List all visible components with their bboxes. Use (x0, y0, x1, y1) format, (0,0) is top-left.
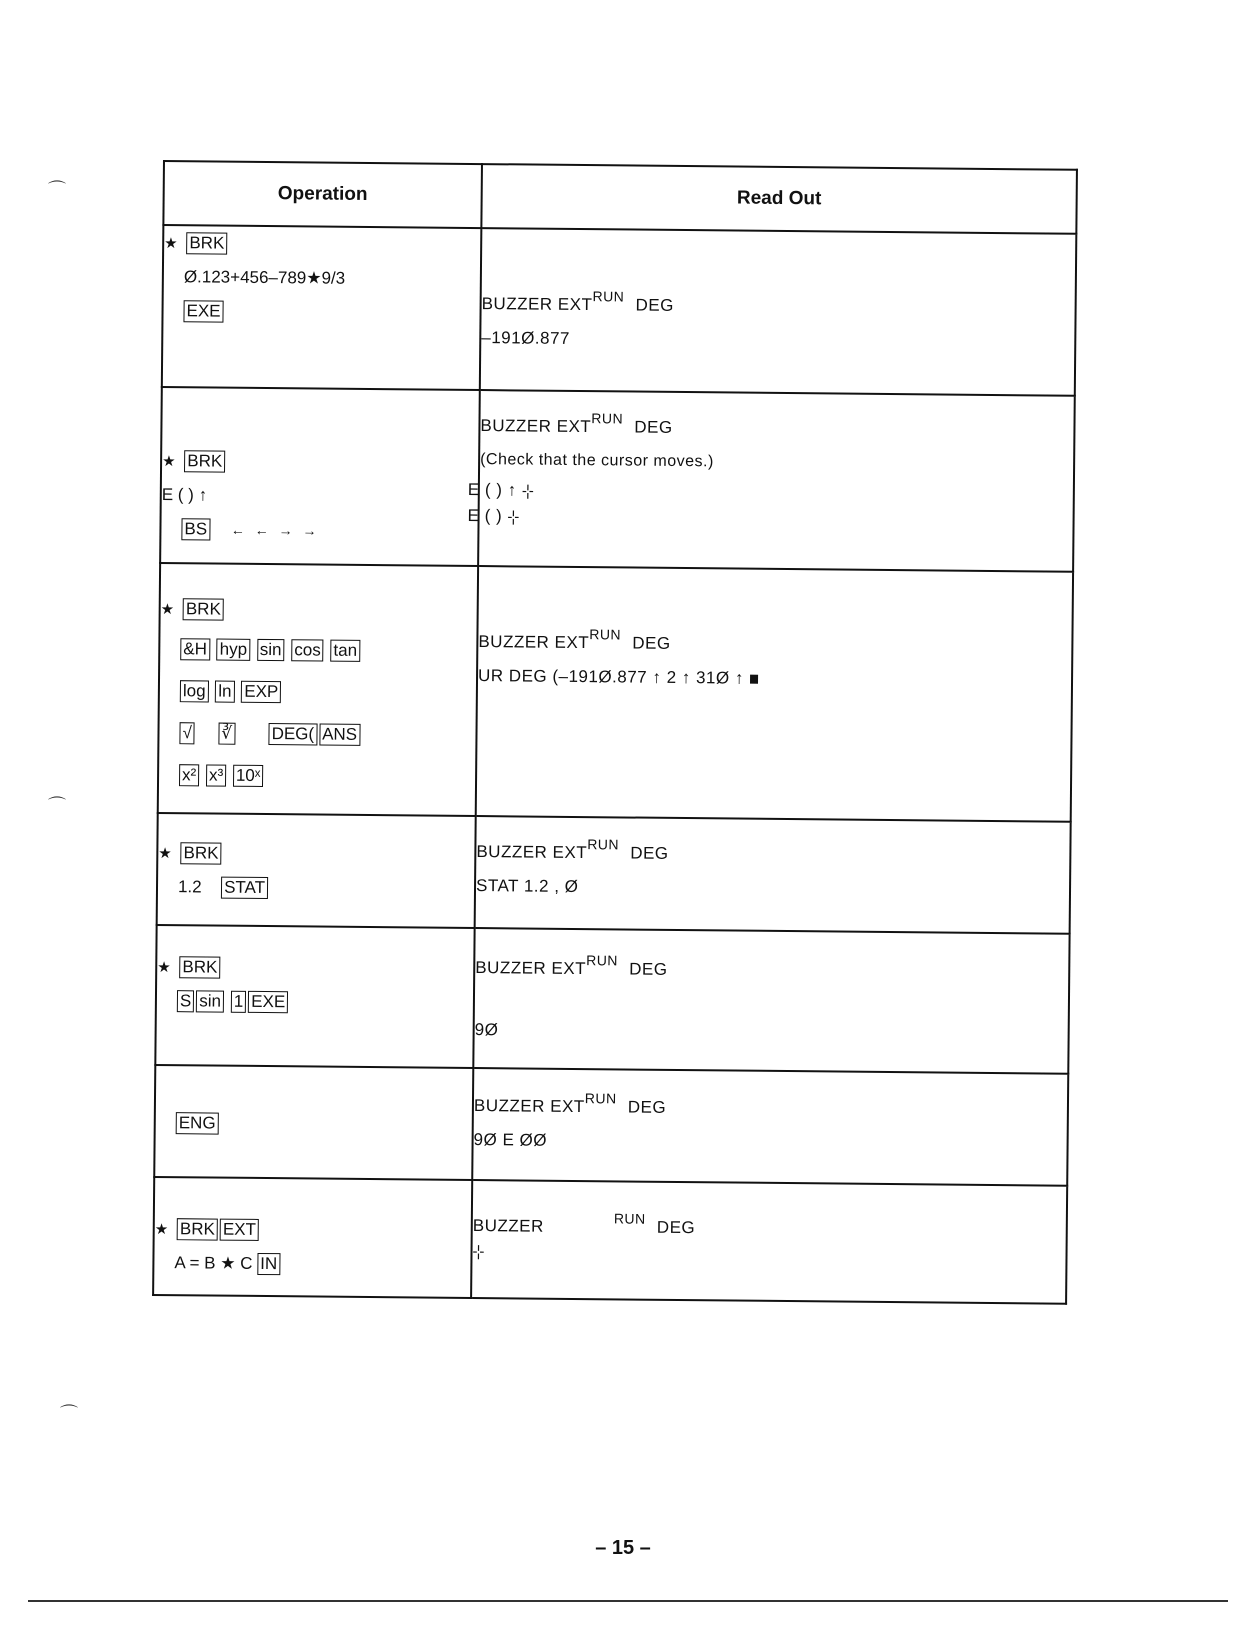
operation-expression: Ø.123+456–789★9/3 (183, 267, 346, 288)
cursor-blink-icon: -¦- (507, 508, 519, 526)
key-sin: sin (257, 639, 285, 661)
operation-line (158, 870, 474, 907)
key-sqrt: √ (179, 722, 195, 744)
operation-line (155, 1212, 471, 1249)
deg-indicator: DEG (629, 959, 668, 979)
deg-indicator: DEG (635, 295, 674, 315)
margin-mark: ⌒ (48, 180, 66, 200)
operation-cell (158, 563, 478, 816)
display-status-line (475, 951, 1068, 991)
key-square: x² (179, 764, 199, 786)
star-icon: ★ (158, 844, 172, 863)
key-tan: tan (330, 640, 360, 662)
cursor-blink-icon: -¦- (521, 482, 533, 500)
key-s: S (177, 990, 195, 1012)
operation-line (161, 512, 477, 549)
deg-indicator: DEG (630, 843, 669, 863)
margin-mark: ⌒ (48, 796, 66, 816)
operation-cell (162, 225, 482, 390)
table-row (154, 1065, 1068, 1186)
display-status-line (481, 287, 1074, 327)
header-read-out: Read Out (481, 164, 1077, 234)
operation-expression: 1.2 (177, 877, 202, 897)
status-text: BUZZER EXT (478, 632, 590, 653)
display-text: E ( ) (467, 505, 503, 526)
display-line (467, 503, 1072, 535)
key-ten-power: 10ˣ (233, 765, 264, 787)
key-brk: BRK (184, 450, 225, 472)
key-exe: EXE (183, 300, 223, 322)
run-indicator: RUN (587, 836, 620, 853)
display-text: E ( ) ↑ (467, 479, 517, 500)
page-number: – 15 – (595, 1537, 651, 1559)
operation-cell (153, 1177, 472, 1298)
table-header-row (163, 161, 1077, 234)
key-stat: STAT (221, 877, 268, 899)
key-deg: DEG( (269, 723, 318, 745)
read-out-cell (480, 228, 1077, 396)
operation-line (156, 1106, 472, 1143)
table-row (153, 1177, 1067, 1304)
star-icon: ★ (162, 453, 176, 471)
operation-line (162, 444, 478, 481)
cursor-block-icon (750, 675, 758, 684)
status-text: BUZZER EXT (475, 958, 587, 979)
display-line (478, 659, 1071, 699)
star-icon: ★ (157, 958, 171, 977)
key-brk: BRK (186, 232, 227, 254)
read-out-cell (472, 1068, 1068, 1186)
deg-indicator: DEG (634, 417, 673, 437)
status-text: BUZZER (472, 1216, 544, 1236)
key-exe: EXE (248, 991, 288, 1013)
deg-indicator: DEG (627, 1097, 667, 1117)
table-row (155, 925, 1069, 1074)
operation-keys-line (157, 984, 473, 1021)
status-text: BUZZER EXT (480, 416, 592, 437)
display-value: –191Ø.877 (481, 328, 571, 348)
operation-expression: E ( ) ↑ (161, 485, 208, 505)
key-brk: BRK (180, 842, 221, 864)
run-indicator: RUN (586, 952, 619, 969)
status-text: BUZZER EXT (473, 1096, 585, 1117)
footer-rule (28, 1600, 1228, 1602)
display-value: 9Ø E ØØ (473, 1130, 548, 1150)
key-in: IN (257, 1253, 280, 1275)
read-out-cell (467, 390, 1075, 572)
display-value: 9Ø (474, 1020, 499, 1040)
operation-line (163, 294, 479, 331)
operation-keys-line (160, 632, 476, 677)
read-out-cell (476, 566, 1073, 822)
operation-keys-line (159, 758, 475, 803)
cursor-arrows: ← ← → → (230, 521, 320, 539)
key-hex: &H (180, 638, 210, 660)
read-out-cell (475, 816, 1071, 934)
key-brk: BRK (183, 598, 224, 620)
display-value: STAT 1.2 , Ø (475, 876, 579, 897)
operation-keys-line (160, 674, 476, 719)
display-status-line (480, 409, 1073, 449)
key-1: 1 (231, 991, 247, 1013)
table-row (162, 225, 1077, 396)
operation-line (158, 836, 474, 873)
operation-cell (155, 925, 474, 1068)
table-row (158, 563, 1073, 822)
display-status-line (474, 1089, 1067, 1129)
key-eng: ENG (176, 1112, 219, 1134)
key-cube: x³ (206, 764, 226, 786)
display-note: (Check that the cursor moves.) (480, 451, 714, 471)
read-out-cell (473, 928, 1069, 1074)
display-status-line (478, 625, 1071, 665)
operation-keys-line (159, 716, 475, 761)
key-exp: EXP (241, 681, 281, 703)
table-row (160, 387, 1075, 572)
run-indicator: RUN (584, 1090, 617, 1107)
key-hyp: hyp (217, 639, 251, 661)
operation-cell (154, 1065, 473, 1180)
read-out-cell (471, 1180, 1067, 1304)
operation-table (152, 160, 1078, 1305)
key-bs: BS (181, 518, 210, 540)
header-operation: Operation (163, 161, 482, 228)
run-indicator: RUN (592, 288, 625, 305)
display-value: UR DEG (–191Ø.877 ↑ 2 ↑ 31Ø ↑ (477, 666, 744, 688)
operation-line (160, 592, 476, 635)
key-brk: BRK (179, 956, 220, 978)
operation-line (154, 1246, 470, 1283)
operation-line (157, 950, 473, 987)
star-icon: ★ (154, 1220, 169, 1239)
status-text: BUZZER EXT (481, 294, 593, 315)
table-row (157, 813, 1071, 934)
operation-cell (157, 813, 476, 928)
key-brk: BRK (177, 1218, 218, 1240)
margin-mark: ⌒ (60, 1404, 78, 1424)
deg-indicator: DEG (632, 633, 671, 653)
star-icon: ★ (160, 600, 175, 619)
display-line (472, 1243, 1065, 1271)
operation-cell (160, 387, 480, 566)
key-ans: ANS (319, 724, 360, 746)
run-indicator: RUN (591, 410, 624, 427)
key-sin: sin (196, 990, 224, 1012)
key-ext: EXT (220, 1219, 259, 1241)
display-status-line (476, 835, 1069, 875)
key-log: log (180, 680, 209, 702)
cursor-blink-icon: -¦- (472, 1243, 484, 1261)
key-cos: cos (291, 639, 324, 661)
star-icon: ★ (164, 235, 178, 253)
run-indicator: RUN (589, 626, 622, 643)
key-cbrt: ∛ (218, 723, 235, 745)
run-indicator: RUN (613, 1210, 646, 1227)
operation-line (164, 226, 480, 263)
operation-expression: A = B ★ C (174, 1253, 253, 1273)
deg-indicator: DEG (656, 1217, 696, 1238)
status-text: BUZZER EXT (476, 842, 588, 863)
display-status-line (473, 1209, 1066, 1249)
key-ln: ln (215, 681, 234, 703)
